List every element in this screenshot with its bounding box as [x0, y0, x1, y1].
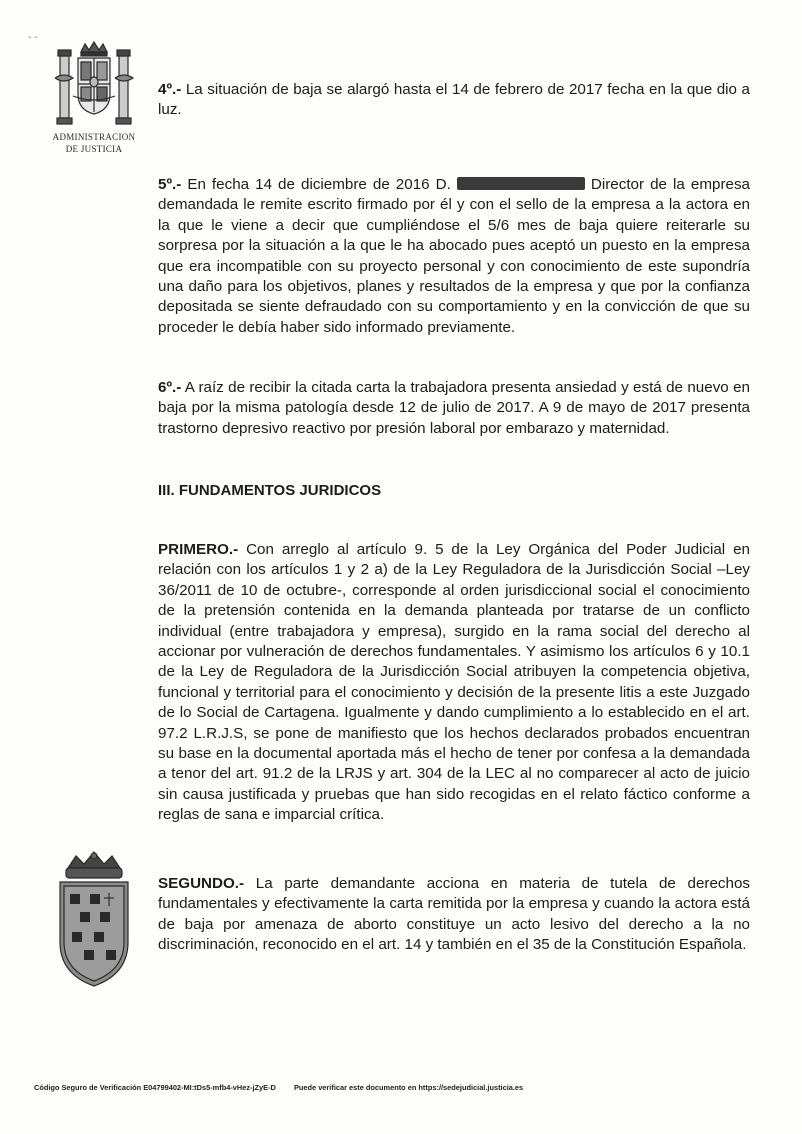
fact-4-paragraph — [158, 80, 750, 121]
verification-code: Código Seguro de Verificación E04799402-MI:tDs5-mfb4-vHez-jZyE-D — [34, 1083, 276, 1092]
verification-url-text: Puede verificar este documento en https://sedejudicial.justicia.es — [293, 1083, 524, 1092]
ground-primero-paragraph — [158, 540, 750, 826]
fact-5-text-before: En fecha 14 de diciembre de 2016 D. — [181, 176, 457, 193]
ground-primero-text: Con arreglo al artículo 9. 5 de la Ley Orgánica del Poder Judicial en relación con los artículos 1 y 2 a) de la Ley Reguladora de la Jurisdicción Social –Ley 36/2011 de 10 de octubre-, corresponde al orden jurisdiccional social el conocimiento de la pretensión contenida en la demanda planteada por tratarse de un conflicto individual (entre trabajadora y empresa), surgido en la rama social del derecho al accionar por vulneración de derechos fundamentales. Y asimismo los artículos 6 y 10.1 de la Ley de Reguladora de la Jurisdicción Social atribuyen la competencia objetiva, funcional y territorial para el conocimiento y decisión de la presente litis a este Juzgado de lo Social de Cartagena. Igualmente y dando cumplimiento a lo establecido en el art. 97.2 L.R.J.S, se pone de manifiesto que los hechos declarados probados encuentran su base en la documental aportada más el hecho de tener por confesa a la demandada a tenor del art. 91.2 de la LRJS y art. 304 de la LEC al no comparecer al acto de juicio sin causa justificada y pruebas que han sido recogidas en el relato fáctico conforme a reglas de sana e imparcial crítica. — [158, 541, 750, 824]
fact-5-text-after: Director de la empresa demandada le remite escrito firmado por él y con el sello de la empresa a la actora en la que le viene a decir que cumpliéndose el 5/6 mes de baja quiere reiterarle su sorpresa por la situación a la que le ha abocado pues aceptó un puesto en la empresa que era incompatible con su proyecto personal y con conocimiento de este supondría una daño para los objetivos, planes y resultados de la empresa y que por la confianza depositada se siente defraudado con su comportamiento y en la convicción de que su proceder le debía haber sido informado previamente. — [158, 176, 750, 336]
ground-segundo-paragraph — [158, 874, 750, 956]
ground-segundo-text: La parte demandante acciona en materia de tutela de derechos fundamentales y efectivamente la carta remitida por la empresa y cuando la actora está de baja por amenaza de aborto constituye un acto lesivo del derecho a la no discriminación, reconocido en el art. 14 y también en el 35 de la Constitución Española. — [158, 875, 750, 954]
fact-4-text: La situación de baja se alargó hasta el 14 de febrero de 2017 fecha en la que dio a luz. — [158, 81, 750, 119]
fact-6-number: 6º.- — [158, 379, 182, 396]
fact-6-paragraph — [158, 378, 750, 439]
emblem-caption-line2: DE JUSTICIA — [65, 144, 123, 154]
spanish-coat-of-arms-icon — [51, 38, 137, 130]
fact-5-paragraph — [158, 175, 750, 338]
fact-5-number: 5º.- — [158, 176, 182, 193]
administracion-justicia-emblem — [46, 38, 142, 154]
ground-primero-label: PRIMERO.- — [158, 541, 239, 558]
fact-4-number: 4º.- — [158, 81, 182, 98]
ground-segundo-label: SEGUNDO.- — [158, 875, 245, 892]
emblem-caption-line1: ADMINISTRACION — [52, 132, 136, 142]
verification-footer — [34, 1083, 523, 1092]
stray-marks: - - — [28, 32, 38, 43]
fact-6-text: A raíz de recibir la citada carta la trabajadora presenta ansiedad y está de nuevo en baja por la misma patología desde 12 de julio de 2017. A 9 de mayo de 2017 presenta trastorno depresivo reactivo por presión laboral por embarazo y maternidad. — [158, 379, 750, 437]
redaction-bar — [457, 177, 585, 190]
region-emblem — [50, 850, 140, 995]
section-heading: III. FUNDAMENTOS JURIDICOS — [158, 482, 382, 499]
murcia-coat-of-arms-icon — [50, 850, 138, 990]
